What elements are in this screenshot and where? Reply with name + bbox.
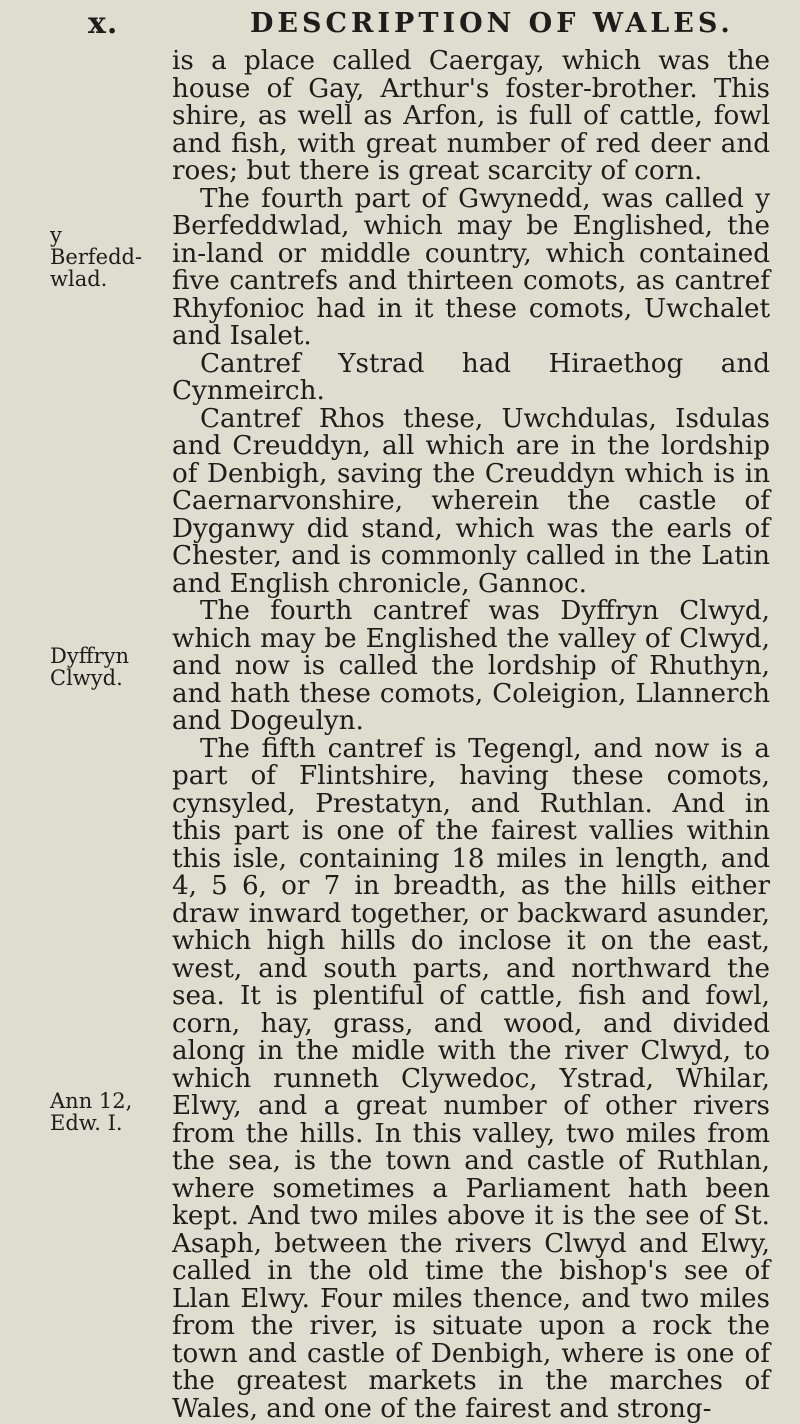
paragraph: The fourth part of Gwynedd, was called y Berfeddwlad, which may be Englished, the in-land or middle country, which contained five cantrefs and thirteen comots, as cantref Rhyfonioc had in it these comots, Uwchalet and Isalet. — [172, 183, 770, 351]
paragraph: Cantref Ystrad had Hiraethog and Cynmeirch. — [172, 348, 770, 406]
margin-note: Dyffryn Clwyd. — [50, 644, 130, 690]
running-title: DESCRIPTION OF WALES. — [250, 8, 734, 39]
margin-note: Ann 12, Edw. I. — [50, 1089, 133, 1135]
margin-note: y Berfedd-wlad. — [50, 223, 143, 291]
paragraph: is a place called Caergay, which was the house of Gay, Arthur's foster-brother. This shire, as well as Arfon, is full of cattle, fowl and fish, with great number of red deer and roes; but there is great scarcity of corn. — [172, 46, 770, 186]
page-number: x. — [88, 6, 119, 41]
paragraph: The fourth cantref was Dyffryn Clwyd, which may be Englished the valley of Clwyd, and now is called the lordship of Rhuthyn, and hath these comots, Coleigion, Llannerch and Dogeulyn. — [172, 596, 770, 736]
body-text — [172, 48, 770, 1423]
paragraph: Cantref Rhos these, Uwchdulas, Isdulas and Creuddyn, all which are in the lordship of Denbigh, saving the Creuddyn which is in Caernarvonshire, wherein the castle of Dyganwy did stand, which was the earls of Chester, and is commonly called in the Latin and English chronicle, Gannoc. — [172, 403, 770, 599]
paragraph: The fifth cantref is Tegengl, and now is a part of Flintshire, having these comots, cynsyled, Prestatyn, and Ruthlan. And in this part is one of the fairest vallies within this isle, containing 18 miles in length, and 4, 5 6, or 7 in breadth, as the hills either draw inward together, or backward asunder, which high hills do inclose it on the east, west, and south parts, and northward the sea. It is plentiful of cattle, fish and fowl, corn, hay, grass, and wood, and divided along in the midle with the river Clwyd, to which runneth Clywedoc, Ystrad, Whilar, Elwy, and a great number of other rivers from the hills. In this valley, two miles from the sea, is the town and castle of Ruthlan, where sometimes a Parliament hath been kept. And two miles above it is the see of St. Asaph, between the rivers Clwyd and Elwy, called in the old time the bishop's see of Llan Elwy. Four miles thence, and two miles from the river, is situate upon a rock the town and castle of Denbigh, where is one of the greatest markets in the marches of Wales, and one of the fairest and strong- — [172, 733, 770, 1424]
